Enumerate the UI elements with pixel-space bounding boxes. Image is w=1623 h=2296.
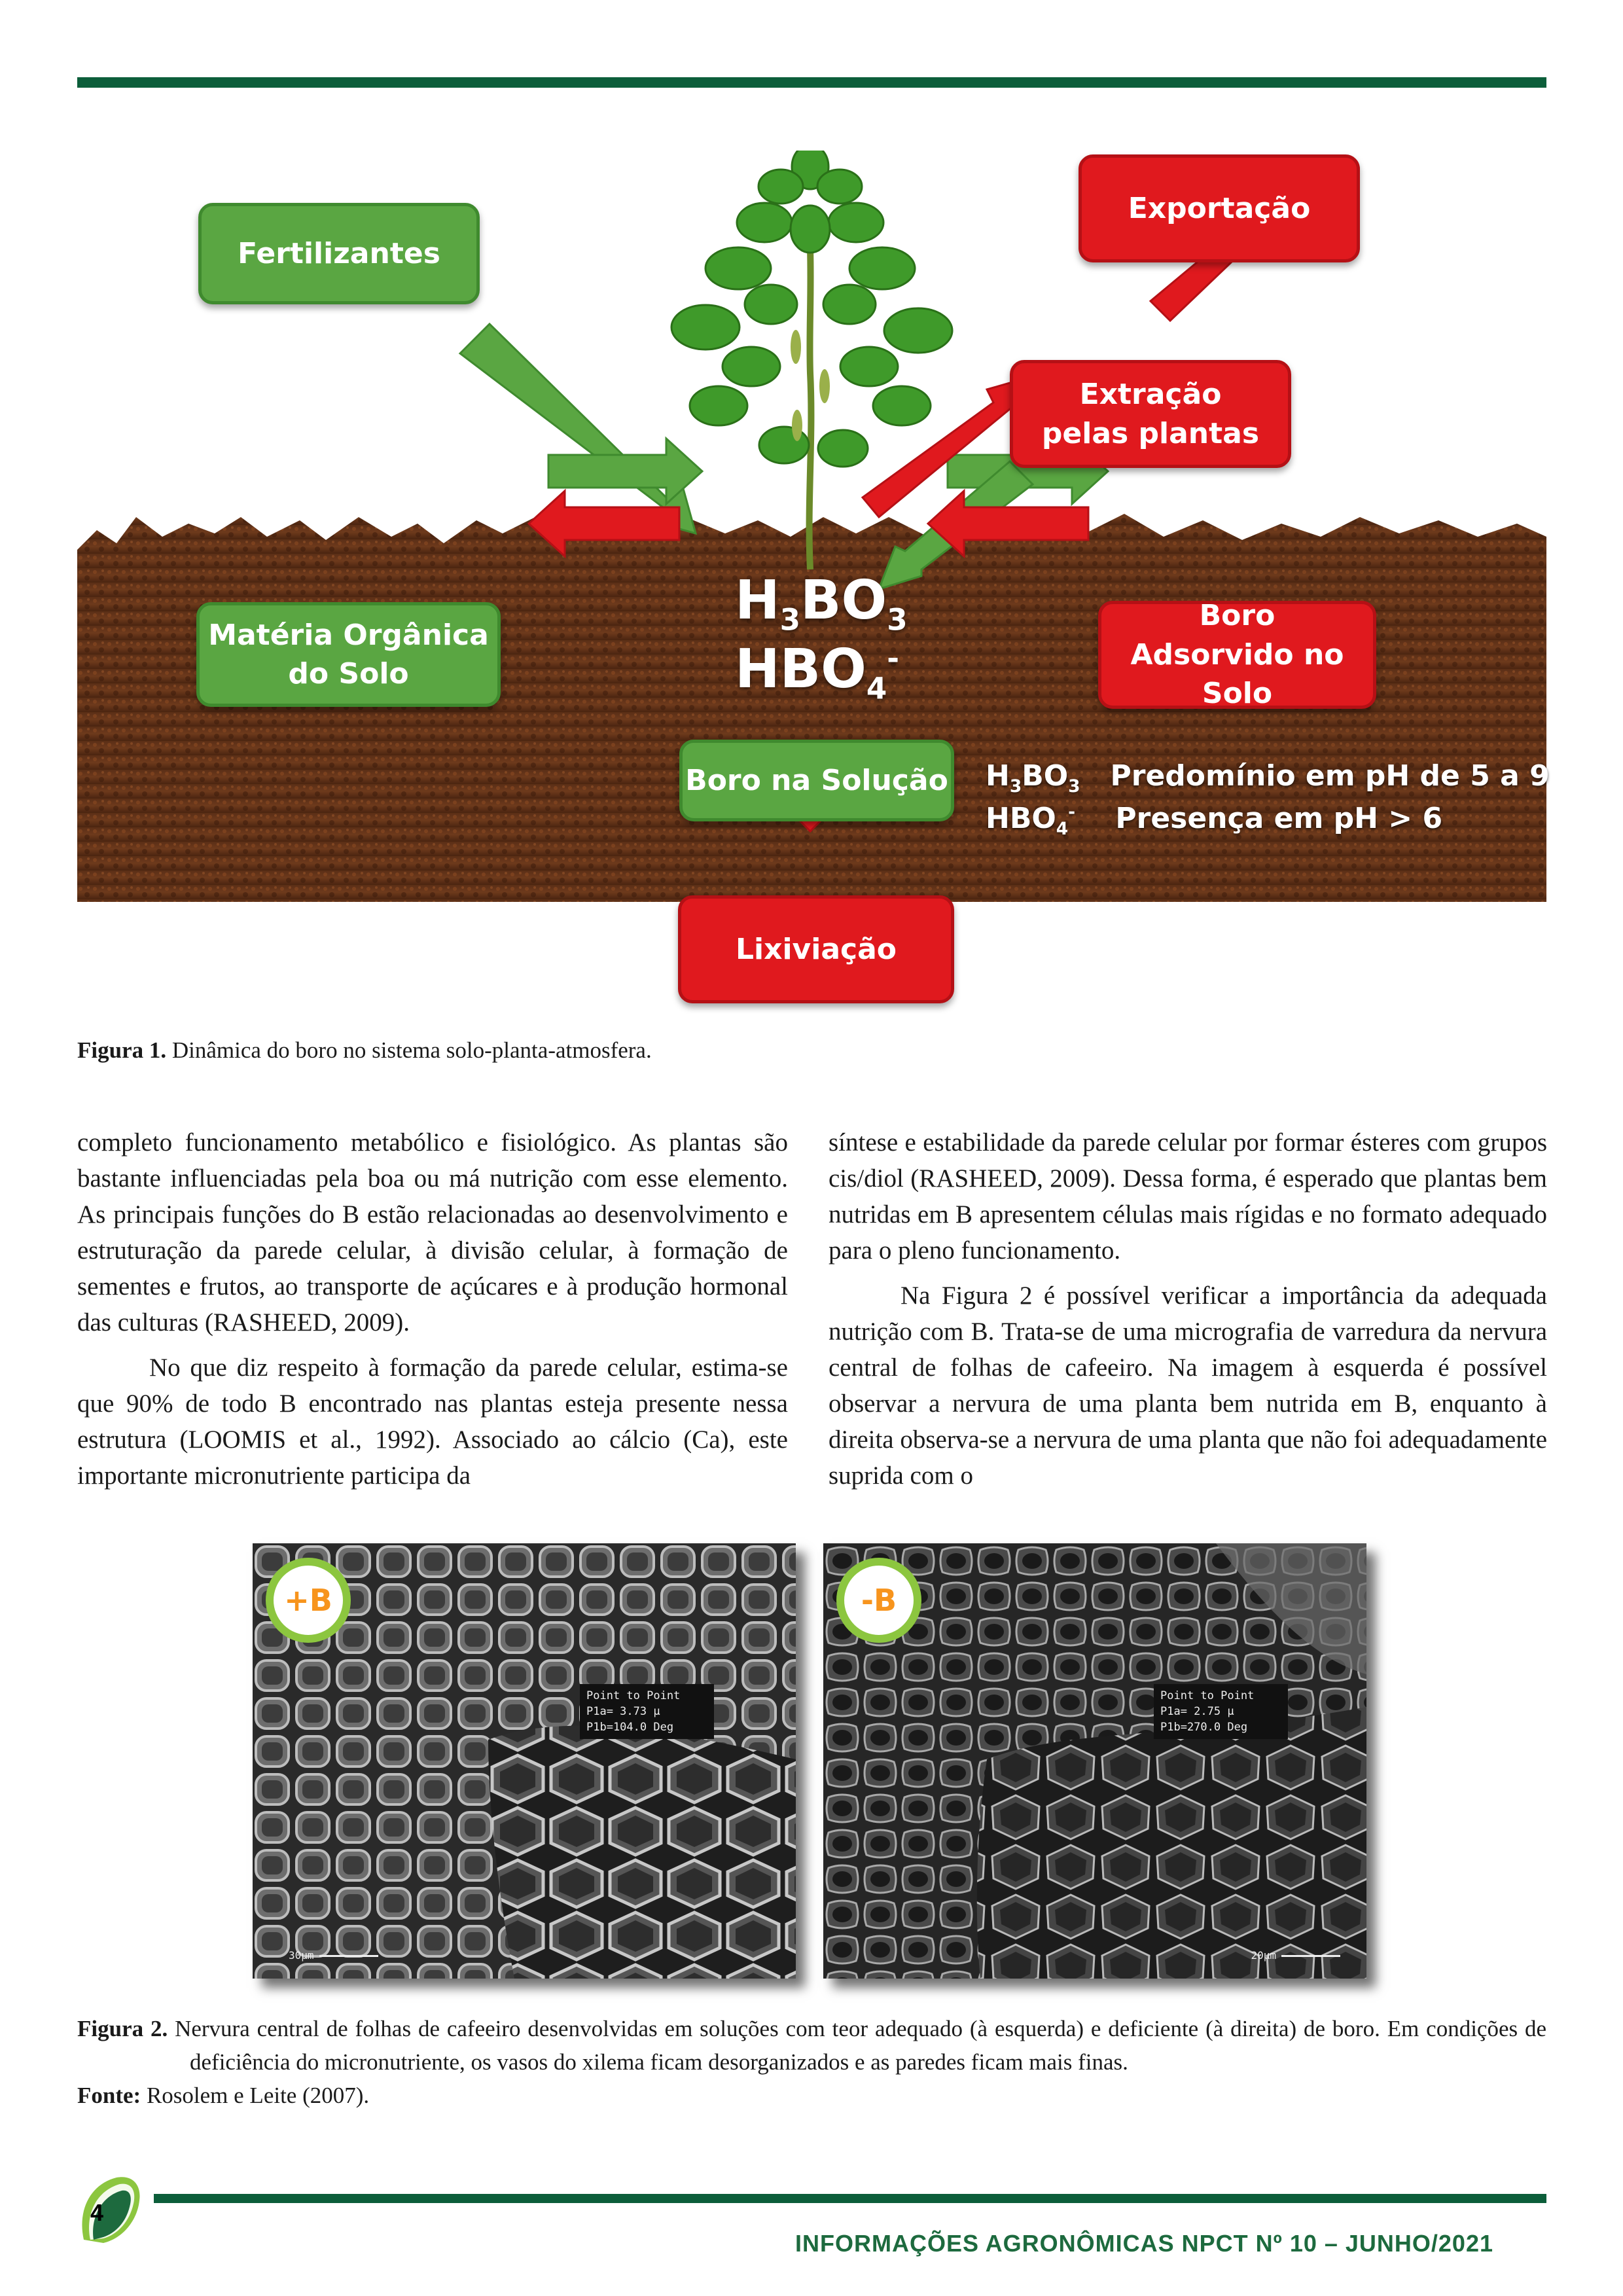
figure-2-caption [77, 2012, 1546, 2112]
measurement-angle: P1b=104.0 Deg [586, 1721, 674, 1734]
fertilizantes-box [198, 203, 480, 304]
boro-solucao-box [679, 740, 954, 821]
left-paragraph-2: No que diz respeito à formação da parede celular, estima-se que 90% de todo B encontrado nas plantas esteja presente nessa estrutura (LOOMIS et al., 1992). Associado ao cálcio (Ca), este importante micronutriente participa da [77, 1354, 788, 1490]
lixiviacao-label: Lixiviação [735, 932, 897, 966]
legend-1-text: Predomínio em pH de 5 a 9 [1110, 759, 1550, 793]
figure-2-label: Figura 2. [77, 2016, 168, 2041]
boro-adsorvido-box [1098, 601, 1376, 709]
left-paragraph-1: completo funcionamento metabólico e fisiológico. As plantas são bastante influenciadas pela boa ou má nutrição com esse elemento. As principais funções do B estão relacionadas ao desenvolvimento e estruturação da parede celular, à divisão celular, à formação de sementes e frutos, ao transporte de açúcares e à produção hormonal das culturas (RASHEED, 2009). [77, 1128, 788, 1336]
boro-adsorvido-label: Boro Adsorvido no Solo [1130, 599, 1344, 711]
lixiviacao-box [678, 895, 954, 1003]
extracao-box [1010, 360, 1291, 468]
exportacao-box [1079, 154, 1360, 262]
figure-1-label: Figura 1. [77, 1037, 167, 1063]
scale-label: 30µm [289, 1949, 314, 1962]
measurement-title: Point to Point [1160, 1689, 1255, 1702]
minus-b-measurement [1154, 1684, 1288, 1739]
plus-b-badge: +B [266, 1558, 351, 1643]
figure-1-caption-text: Dinâmica do boro no sistema solo-planta-atmosfera. [166, 1037, 652, 1063]
journal-footer: INFORMAÇÕES AGRONÔMICAS NPCT Nº 10 – JUNHO/2021 [795, 2230, 1493, 2257]
source-text: Rosolem e Leite (2007). [141, 2083, 370, 2108]
bottom-rule [154, 2194, 1546, 2203]
left-column [77, 1124, 788, 1494]
fertilizantes-label: Fertilizantes [238, 236, 440, 270]
plus-b-scale-bar [289, 1949, 378, 1962]
top-rule [77, 77, 1546, 88]
measurement-length: P1a= 3.73 µ [586, 1705, 660, 1718]
materia-organica-label: Matéria Orgânica do Solo [208, 618, 489, 691]
legend-2-text: Presença em pH > 6 [1115, 802, 1443, 835]
legend-row-1: $H_3BO_3$ Predomínio em pH de 5 a 9 [986, 759, 1550, 797]
figure-1-diagram [77, 151, 1550, 1014]
figure-2-source [77, 2079, 1546, 2112]
scale-label: 20µm [1251, 1949, 1276, 1962]
leaf-logo-icon [77, 2174, 143, 2246]
plus-b-measurement [580, 1684, 714, 1739]
minus-b-badge: -B [836, 1558, 921, 1643]
figure-2-caption-text: Nervura central de folhas de cafeeiro desenvolvidas em soluções com teor adequado (à esquerda) e deficiente (à direita) de boro. Em condições de deficiência do micronutriente, os vasos do xilema ficam desorganizados e as paredes ficam mais finas. [168, 2016, 1546, 2075]
borate-formula: $HBO_4^-$ [735, 638, 899, 706]
exportacao-label: Exportação [1128, 191, 1311, 225]
measurement-length: P1a= 2.75 µ [1160, 1705, 1234, 1718]
measurement-title: Point to Point [586, 1689, 681, 1702]
right-paragraph-1: síntese e estabilidade da parede celular por formar ésteres com grupos cis/diol (RASHEED, 2009). Dessa forma, é esperado que plantas bem nutridas em B apresentem células mais rígidas e no formato adequado para o pleno funcionamento. [829, 1128, 1547, 1265]
boro-solucao-label: Boro na Solução [685, 763, 948, 797]
minus-b-scale-bar [1251, 1949, 1340, 1962]
extracao-label: Extração pelas plantas [1041, 378, 1260, 450]
page-number: 4 [90, 2199, 104, 2226]
micrograph-minus-b [823, 1543, 1366, 1979]
right-paragraph-2: Na Figura 2 é possível verificar a importância da adequada nutrição com B. Trata-se de uma micrografia de varredura da nervura central de folhas de cafeeiro. Na imagem à esquerda é possível observar a nervura de uma planta bem nutrida em B, enquanto à direita observa-se a nervura de uma planta que não foi adequadamente suprida com o [829, 1282, 1547, 1490]
measurement-angle: P1b=270.0 Deg [1160, 1721, 1248, 1734]
materia-organica-box [196, 602, 501, 707]
legend-row-2: $HBO_4^-$ Presença em pH > 6 [986, 802, 1443, 839]
micrograph-plus-b [253, 1543, 796, 1979]
figure-1-caption [77, 1034, 652, 1066]
source-label: Fonte: [77, 2083, 141, 2108]
right-column [829, 1124, 1547, 1494]
boric-acid-formula: $H_3BO_3$ [735, 569, 908, 637]
plant-illustration [671, 151, 952, 569]
figure-2-caption-body [77, 2012, 1546, 2079]
